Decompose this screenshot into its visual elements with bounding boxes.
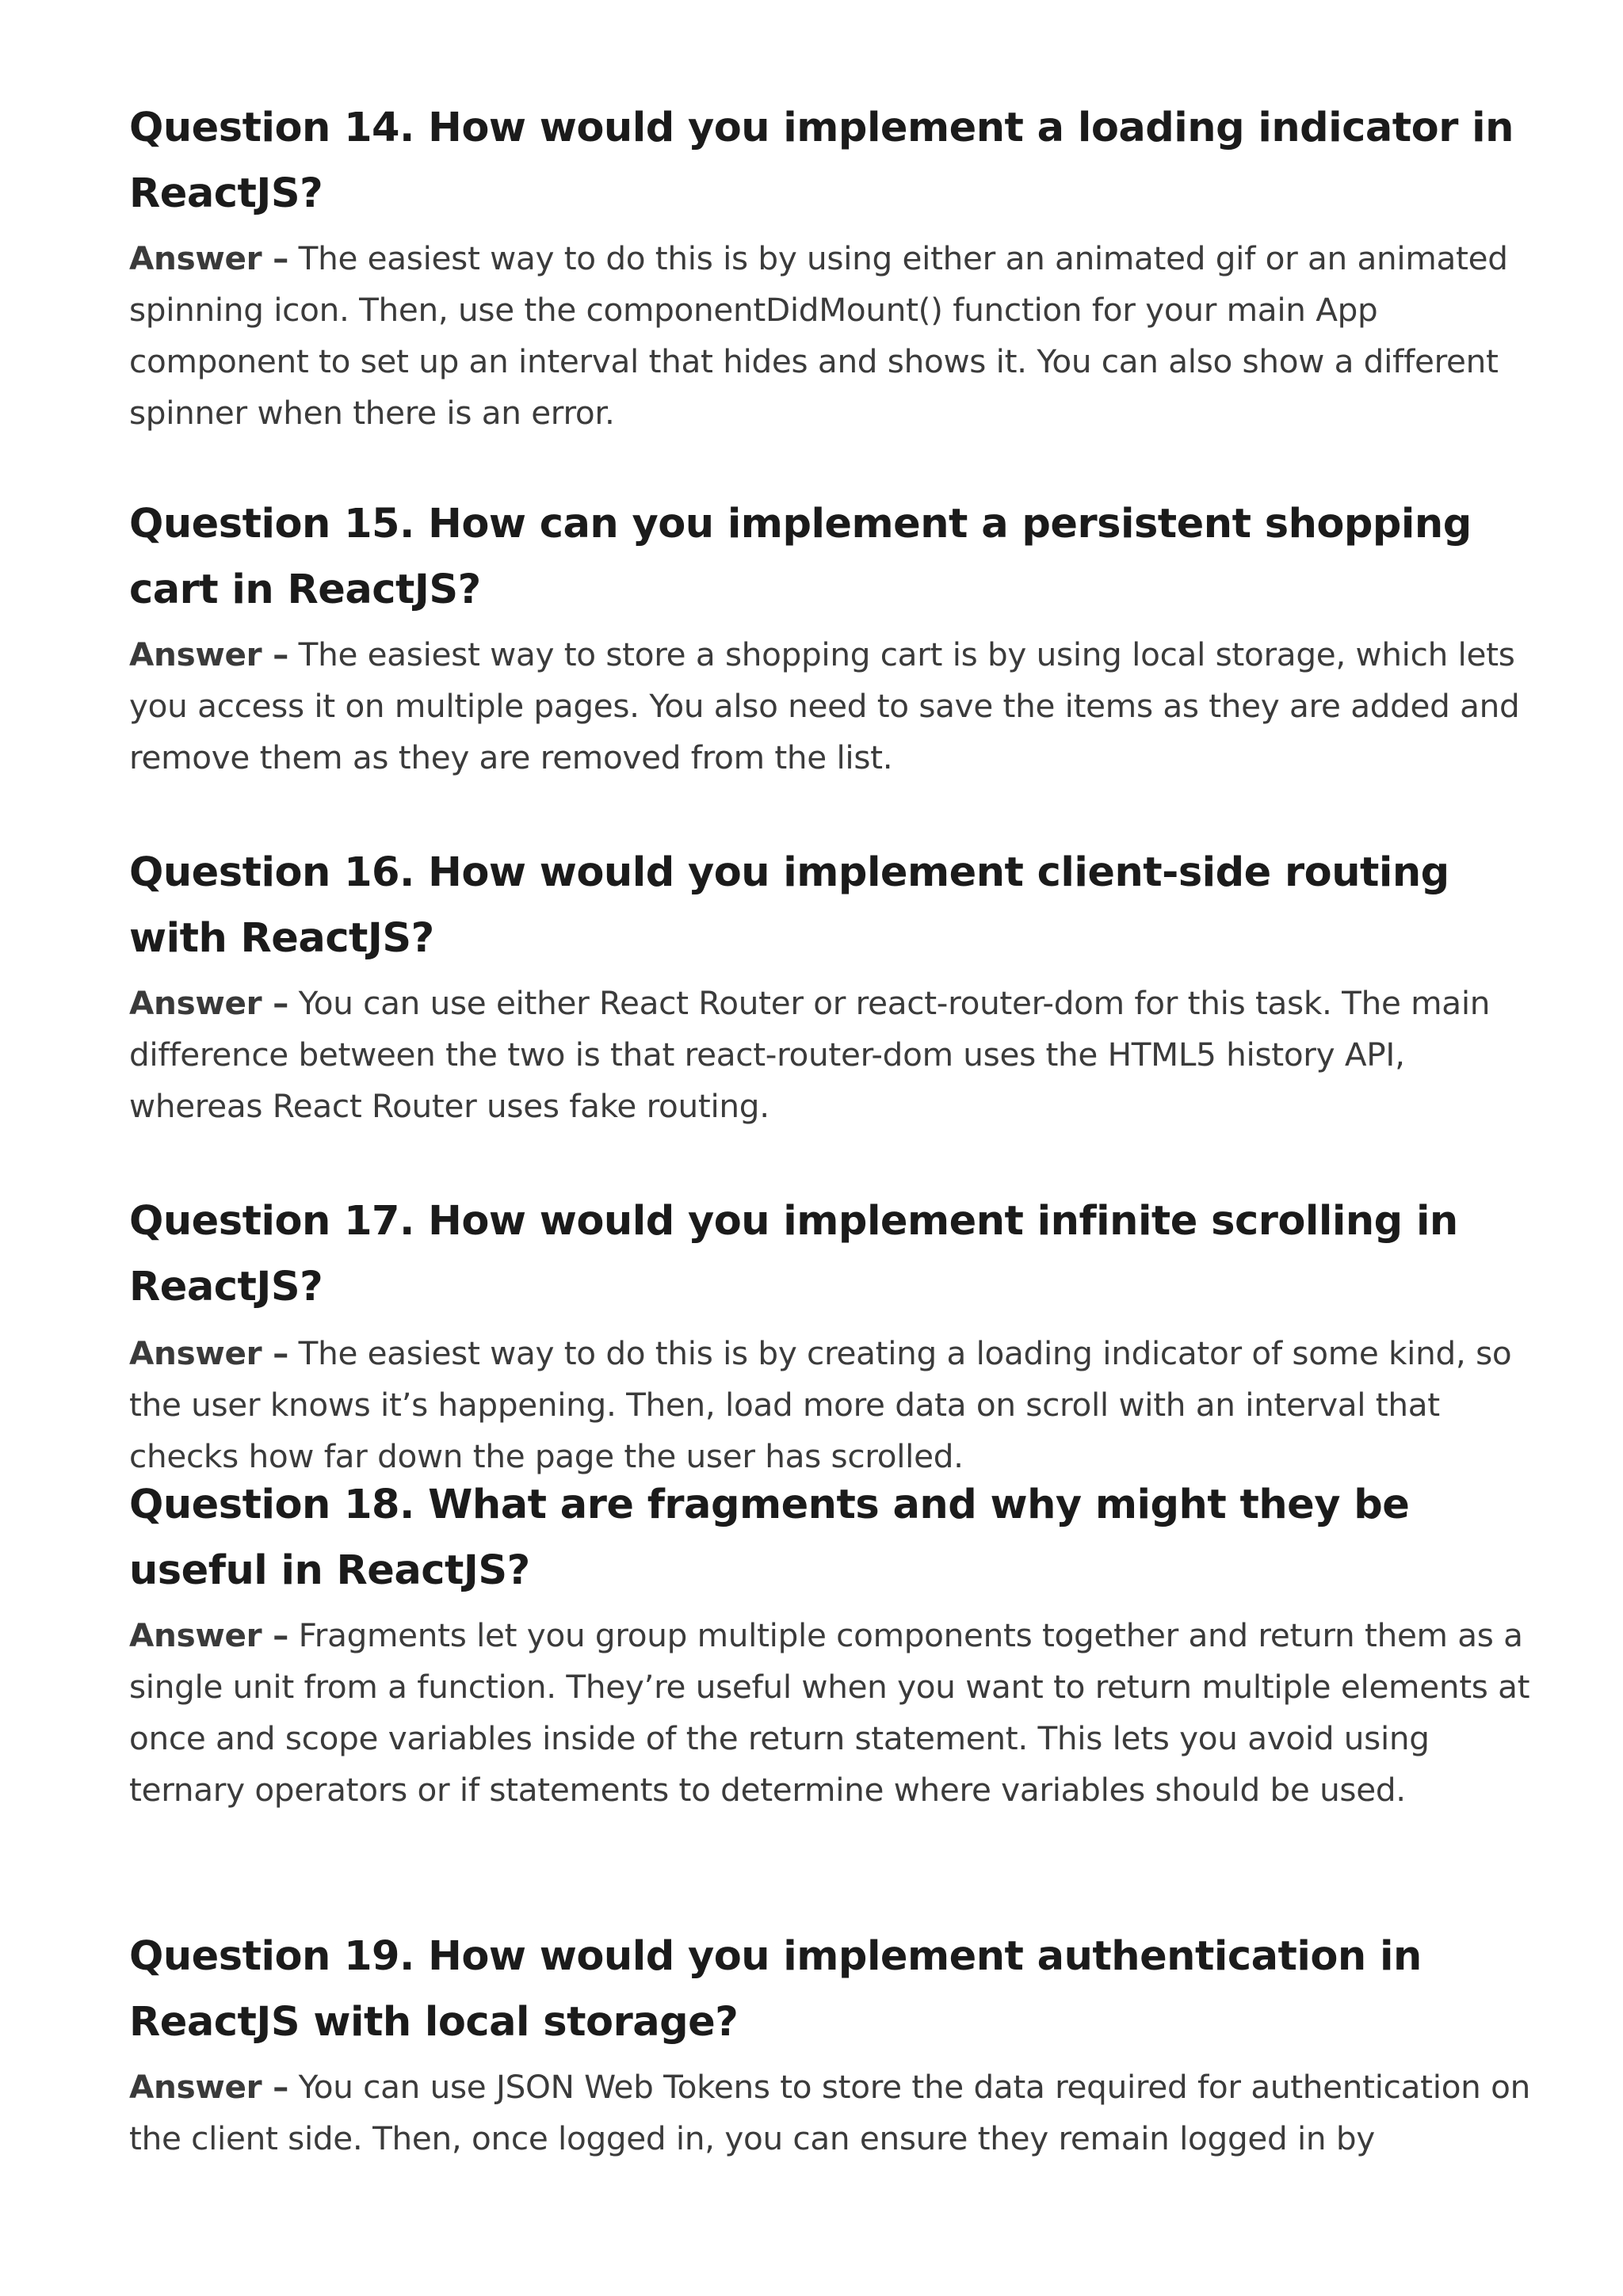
answer-text: Fragments let you group multiple components together and return them as a single unit from a function. They’re useful when you want to return multiple elements at once and scope variables inside of the return statement. This lets you avoid using ternary operators or if statements to determine where variables should be used. (129, 1616, 1530, 1809)
answer-paragraph (129, 978, 1548, 1132)
answer-paragraph (129, 1328, 1548, 1482)
answer-label: Answer – (129, 984, 289, 1022)
qa-section-19 (129, 1924, 1548, 2164)
answer-text: The easiest way to do this is by using either an animated gif or an animated spinning icon. Then, use the componentDidMount() function for your main App component to set up an interval that hides and shows it. You can also show a different spinner when there is an error. (129, 239, 1508, 432)
answer-text: You can use JSON Web Tokens to store the data required for authentication on the client side. Then, once logged in, you can ensure they remain logged in by (129, 2068, 1530, 2157)
answer-label: Answer – (129, 1334, 289, 1372)
answer-label: Answer – (129, 1616, 289, 1654)
question-heading: Question 15. How can you implement a persistent shopping cart in ReactJS? (129, 501, 1472, 613)
question-heading: Question 18. What are fragments and why might they be useful in ReactJS? (129, 1482, 1410, 1594)
answer-label: Answer – (129, 635, 289, 673)
answer-paragraph (129, 629, 1548, 784)
answer-text: The easiest way to do this is by creating a loading indicator of some kind, so the user knows it’s happening. Then, load more data on scroll with an interval that checks how far down the page the user has scrolled. (129, 1334, 1512, 1475)
question-heading: Question 14. How would you implement a loading indicator in ReactJS? (129, 105, 1514, 217)
answer-text: The easiest way to store a shopping cart is by using local storage, which lets you access it on multiple pages. You also need to save the items as they are added and remove them as they are removed from the list. (129, 635, 1520, 776)
qa-section-17 (129, 1188, 1548, 1482)
answer-paragraph (129, 2061, 1548, 2164)
answer-paragraph (129, 1610, 1548, 1816)
question-heading: Question 19. How would you implement authentication in ReactJS with local storage? (129, 1933, 1422, 2046)
qa-section-14 (129, 95, 1548, 439)
qa-section-16 (129, 840, 1548, 1132)
question-heading: Question 17. How would you implement infinite scrolling in ReactJS? (129, 1198, 1458, 1310)
question-heading: Question 16. How would you implement client-side routing with ReactJS? (129, 849, 1449, 962)
qa-section-18 (129, 1472, 1548, 1816)
qa-section-15 (129, 491, 1548, 784)
answer-label: Answer – (129, 2068, 289, 2106)
answer-text: You can use either React Router or react-router-dom for this task. The main difference between the two is that react-router-dom uses the HTML5 history API, whereas React Router uses fake routing. (129, 984, 1491, 1125)
answer-paragraph (129, 233, 1548, 439)
answer-label: Answer – (129, 239, 289, 277)
